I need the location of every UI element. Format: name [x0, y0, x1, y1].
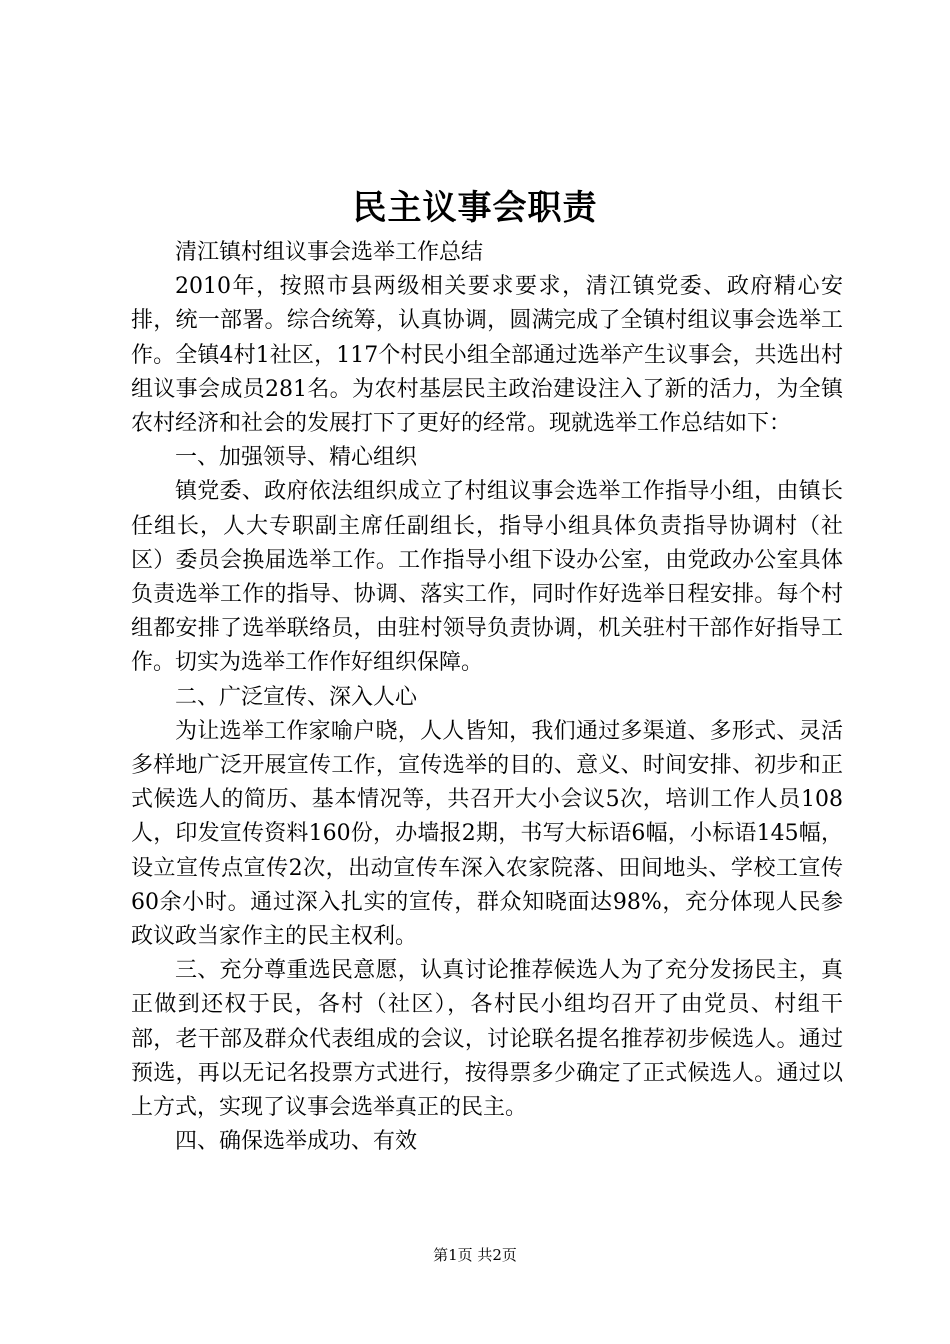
document-body [131, 236, 843, 1159]
paragraph-subtitle: 清江镇村组议事会选举工作总结 [175, 240, 484, 265]
paragraph-section-2: 为让选举工作家喻户晓，人人皆知，我们通过多渠道、多形式、灵活多样地广泛开展宣传工作，宣传选举的目的、意义、时间安排、初步和正式候选人的简历、基本情况等，共召开大小会议5次，培训工作人员108人，印发宣传资料160份，办墙报2期，书写大标语6幅，小标语145幅，设立宣传点宣传2次，出动宣传车深入农家院落、田间地头、学校工宣传60余小时。通过深入扎实的宣传，群众知晓面达98%，充分体现人民参政议政当家作主的民主权利。 [131, 718, 843, 950]
section-heading-4: 四、确保选举成功、有效 [175, 1129, 418, 1155]
page-footer: 第1页 共2页 [433, 1246, 517, 1264]
paragraph-section-1: 镇党委、政府依法组织成立了村组议事会选举工作指导小组，由镇长任组长，人大专职副主席任副组长，指导小组具体负责指导协调村（社区）委员会换届选举工作。工作指导小组下设办公室，由党政办公室具体负责选举工作的指导、协调、落实工作，同时作好选举日程安排。每个村组都安排了选举联络员，由驻村领导负责协调，机关驻村干部作好指导工作。切实为选举工作作好组织保障。 [131, 479, 843, 676]
document-title: 民主议事会职责 [352, 188, 598, 228]
section-heading-1: 一、加强领导、精心组织 [175, 445, 418, 471]
paragraph-intro: 2010年，按照市县两级相关要求要求，清江镇党委、政府精心安排，统一部署。综合统筹，认真协调，圆满完成了全镇村组议事会选举工作。全镇4村1社区，117个村民小组全部通过选举产生议事会，共选出村组议事会成员281名。为农村基层民主政治建设注入了新的活力，为全镇农村经济和社会的发展打下了更好的经常。现就选举工作总结如下： [131, 274, 843, 437]
section-heading-2: 二、广泛宣传、深入人心 [175, 684, 418, 710]
paragraph-section-3: 三、充分尊重选民意愿，认真讨论推荐候选人为了充分发扬民主，真正做到还权于民，各村（社区），各村民小组均召开了由党员、村组干部，老干部及群众代表组成的会议，讨论联名提名推荐初步候选人。通过预选，再以无记名投票方式进行，按得票多少确定了正式候选人。通过以上方式，实现了议事会选举真正的民主。 [131, 958, 843, 1121]
